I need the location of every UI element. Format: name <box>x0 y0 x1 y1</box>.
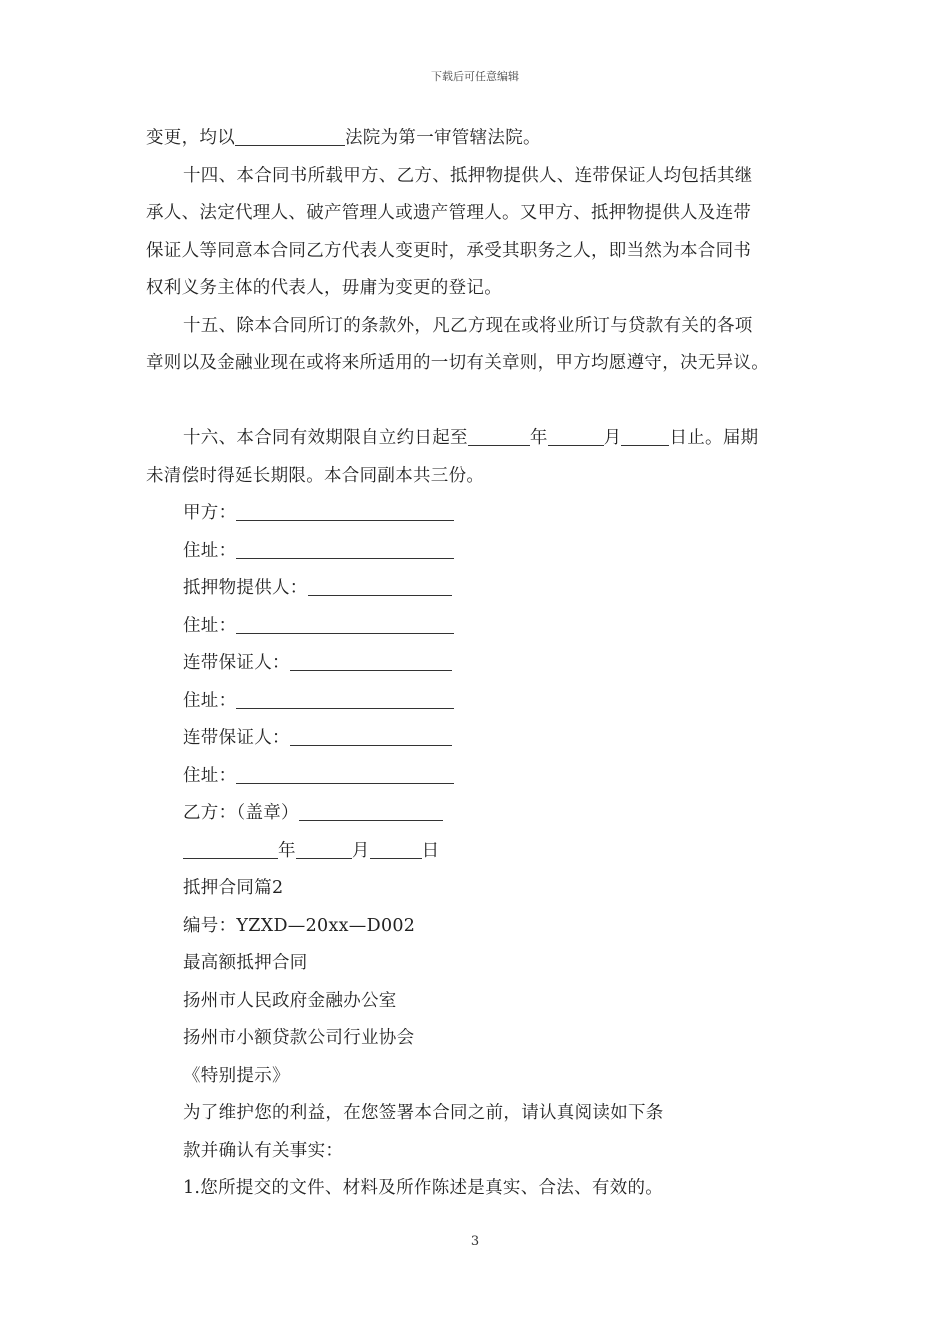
notice-line: 为了维护您的利益，在您签署本合同之前，请认真阅读如下条 <box>183 1103 664 1123</box>
clause-14-line: 保证人等同意本合同乙方代表人变更时，承受其职务之人，即当然为本合同书 <box>146 240 752 261</box>
year-blank <box>468 423 530 446</box>
signature-blank <box>236 611 454 634</box>
section-title: 抵押合同篇2 <box>183 878 284 898</box>
page-number: 3 <box>470 1234 480 1249</box>
text: 月 <box>351 840 370 861</box>
clause-14-line: 承人、法定代理人、破产管理人或遗产管理人。又甲方、抵押物提供人及连带 <box>146 203 752 223</box>
page-header: 下载后可任意编辑 <box>431 70 519 83</box>
signature-blank <box>299 798 443 821</box>
text: 十六、本合同有效期限自立约日起至 <box>183 428 468 448</box>
notice-line: 款并确认有关事实： <box>183 1140 344 1161</box>
issuer-line: 扬州市人民政府金融办公室 <box>183 990 397 1011</box>
document-body <box>146 120 826 1208</box>
signature-line-address <box>146 608 826 646</box>
signature-date-line <box>146 833 826 871</box>
signature-line-guarantor <box>146 720 826 758</box>
label: 住址： <box>183 615 237 636</box>
month-blank <box>296 836 352 859</box>
signature-blank <box>236 498 454 521</box>
signature-blank <box>236 536 454 559</box>
text: 月 <box>603 428 622 448</box>
label: 抵押物提供人： <box>183 578 308 598</box>
text: 年 <box>278 840 296 861</box>
month-blank <box>548 423 604 446</box>
signature-blank <box>308 573 452 596</box>
label: 甲方： <box>183 503 237 523</box>
label: 住址： <box>183 690 237 711</box>
day-blank <box>621 423 669 446</box>
signature-line-party-b <box>146 795 826 833</box>
clause-15-line: 章则以及金融业现在或将来所适用的一切有关章则，甲方均愿遵守，决无异议。 <box>146 353 769 373</box>
label: 住址： <box>183 540 237 561</box>
clause-14-line: 十四、本合同书所载甲方、乙方、抵押物提供人、连带保证人均包括其继 <box>183 165 753 186</box>
clause-14-line: 权利义务主体的代表人，毋庸为变更的登记。 <box>146 278 502 298</box>
text: 日止。届期 <box>669 428 759 448</box>
signature-line-address <box>146 758 826 796</box>
notice-title: 《特别提示》 <box>183 1065 290 1086</box>
signature-line-party-a <box>146 495 826 533</box>
contract-name: 最高额抵押合同 <box>183 953 308 973</box>
text: 日 <box>421 840 440 861</box>
signature-line-address <box>146 533 826 571</box>
notice-item: 1.您所提交的文件、材料及所作陈述是真实、合法、有效的。 <box>183 1178 664 1198</box>
signature-line-address <box>146 683 826 721</box>
label: 连带保证人： <box>183 653 290 673</box>
signature-line-collateral-provider <box>146 570 826 608</box>
year-blank <box>183 836 278 859</box>
clause-13-tail <box>146 120 826 158</box>
text: 法院为第一审管辖法院。 <box>345 128 541 148</box>
label: 连带保证人： <box>183 728 290 748</box>
signature-blank <box>236 761 454 784</box>
label: 住址： <box>183 765 237 786</box>
clause-16-line <box>146 420 826 458</box>
contract-number: 编号：YZXD—20xx—D002 <box>183 915 416 936</box>
signature-line-guarantor <box>146 645 826 683</box>
issuer-line: 扬州市小额贷款公司行业协会 <box>183 1028 415 1048</box>
label: 乙方：（盖章） <box>183 803 299 823</box>
day-blank <box>370 836 422 859</box>
signature-blank <box>290 723 452 746</box>
clause-15-line: 十五、除本合同所订的条款外，凡乙方现在或将业所订与贷款有关的各项 <box>183 315 753 336</box>
spacer <box>146 383 826 421</box>
clause-16-line: 未清偿时得延长期限。本合同副本共三份。 <box>146 465 485 486</box>
signature-blank <box>290 648 452 671</box>
court-blank <box>235 123 345 146</box>
text: 变更，均以 <box>146 128 235 148</box>
text: 年 <box>529 428 548 448</box>
signature-blank <box>236 686 454 709</box>
